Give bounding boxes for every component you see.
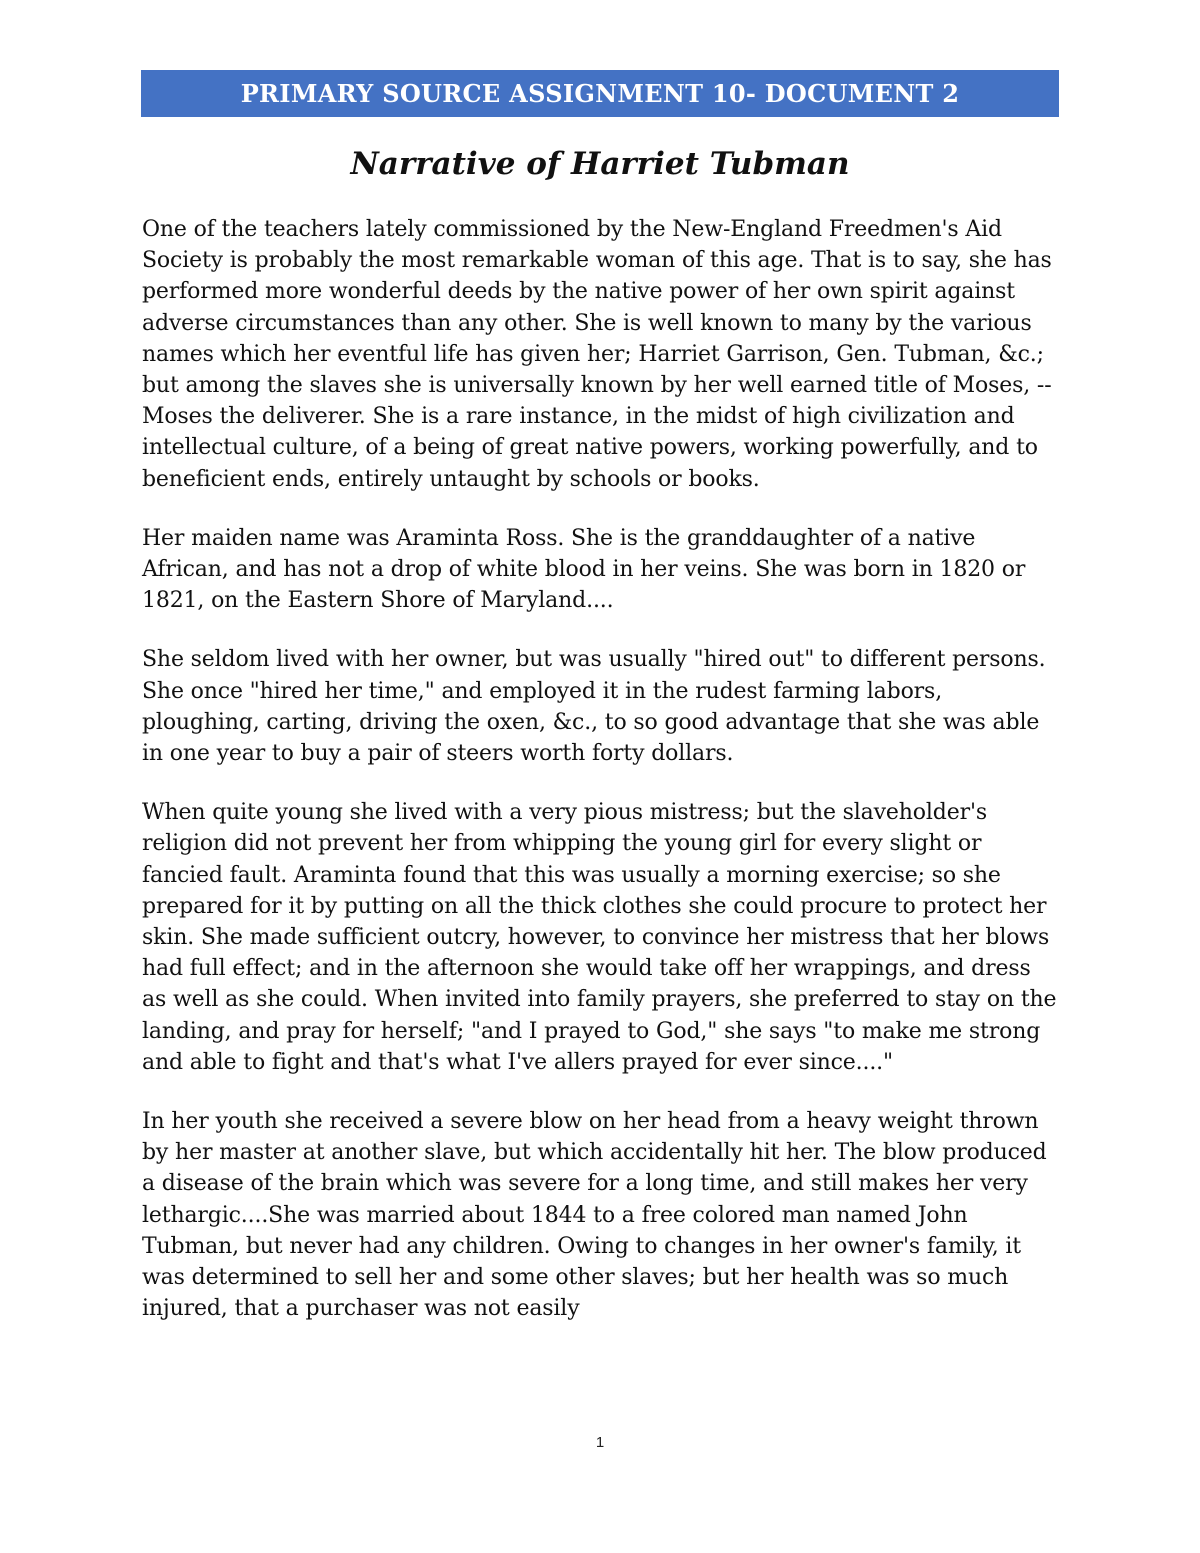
body-text [142,214,1057,1353]
paragraph-4: When quite young she lived with a very pious mistress; but the slaveholder's religion did not prevent her from whipping the young girl for every slight or fancied fault. Araminta found that this was usually a morning exercise; so she prepared for it by putting on all the thick clothes she could procure to protect her skin. She made sufficient outcry, however, to convince her mistress that her blows had full effect; and in the afternoon she would take off her wrappings, and dress as well as she could. When invited into family prayers, she preferred to stay on the landing, and pray for herself; "and I prayed to God," she says "to make me strong and able to fight and that's what I've allers prayed for ever since...." [142,800,1057,1075]
header-label: PRIMARY SOURCE ASSIGNMENT 10- DOCUMENT 2 [240,79,960,108]
paragraph-5: In her youth she received a severe blow on her head from a heavy weight thrown by her master at another slave, but which accidentally hit her. The blow produced a disease of the brain which was severe for a long time, and still makes her very lethargic....She was married about 1844 to a free colored man named John Tubman, but never had any children. Owing to changes in her owner's family, it was determined to sell her and some other slaves; but her health was so much injured, that a purchaser was not easily [142,1109,1047,1322]
paragraph-2: Her maiden name was Araminta Ross. She is the granddaughter of a native African, and has not a drop of white blood in her veins. She was born in 1820 or 1821, on the Eastern Shore of Maryland.... [142,525,1026,614]
header-banner [141,70,1059,117]
document-title: Narrative of Harriet Tubman [350,146,850,182]
paragraph-3: She seldom lived with her owner, but was usually "hired out" to different persons. She once "hired her time," and employed it in the rudest farming labors, ploughing, carting, driving the oxen, &c., to so good advantage that she was able in one year to buy a pair of steers worth forty dollars. [142,647,1046,767]
paragraph-1: One of the teachers lately commissioned by the New-England Freedmen's Aid Society is probably the most remarkable woman of this age. That is to say, she has performed more wonderful deeds by the native power of her own spirit against adverse circumstances than any other. She is well known to many by the various names which her eventful life has given her; Harriet Garrison, Gen. Tubman, &c.; but among the slaves she is universally known by her well earned title of Moses, -- Moses the deliverer. She is a rare instance, in the midst of high civilization and intellectual culture, of a being of great native powers, working powerfully, and to beneficient ends, entirely untaught by schools or books. [142,217,1052,492]
page-number: 1 [595,1434,605,1451]
